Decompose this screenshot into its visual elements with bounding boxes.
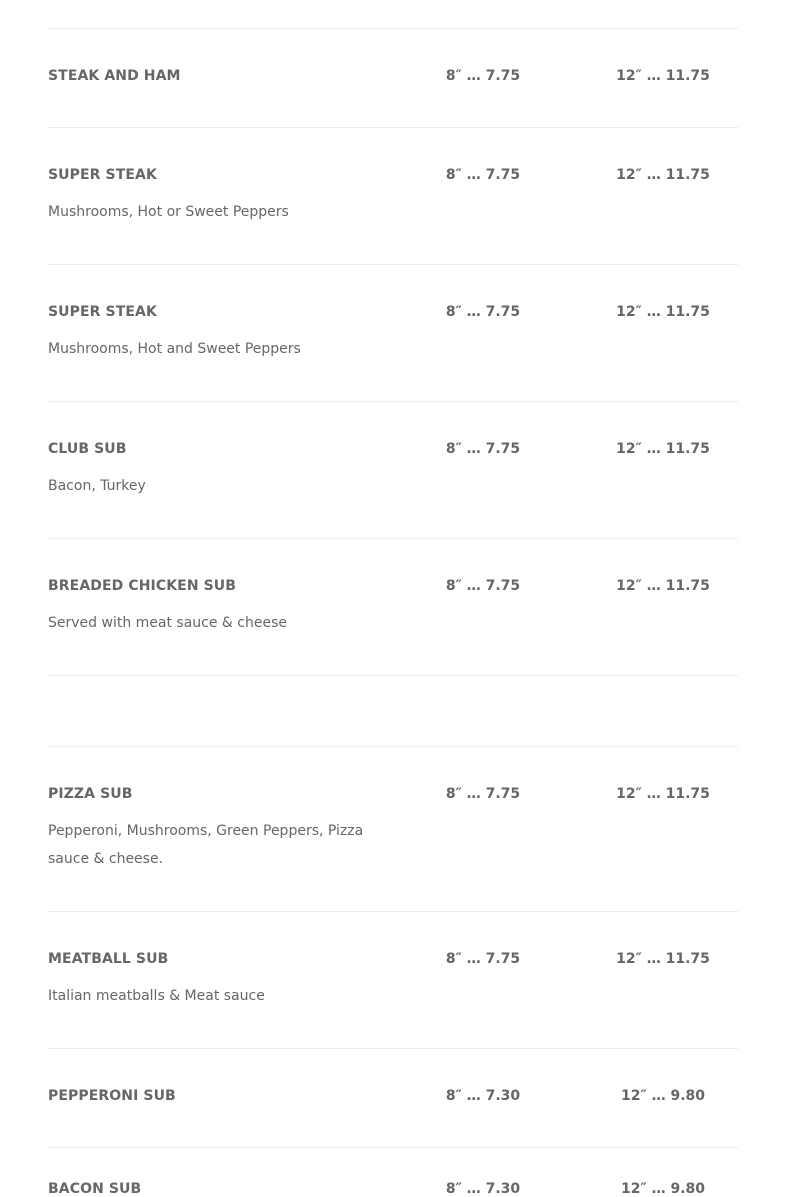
price-8-inch: 8″ … 7.75 bbox=[445, 68, 521, 84]
divider bbox=[48, 28, 738, 29]
price-8-inch: 8″ … 7.75 bbox=[445, 951, 521, 967]
divider bbox=[48, 401, 738, 402]
item-name: BREADED CHICKEN SUB bbox=[48, 578, 237, 594]
item-name: BACON SUB bbox=[48, 1181, 142, 1197]
price-12-inch: 12″ … 11.75 bbox=[616, 578, 710, 594]
item-description: Italian meatballs & Meat sauce bbox=[48, 988, 265, 1004]
price-12-inch: 12″ … 11.75 bbox=[616, 167, 710, 183]
price-12-inch: 12″ … 9.80 bbox=[620, 1088, 706, 1104]
divider bbox=[48, 1048, 738, 1049]
divider bbox=[48, 264, 738, 265]
price-8-inch: 8″ … 7.75 bbox=[445, 304, 521, 320]
item-name: SUPER STEAK bbox=[48, 304, 157, 320]
price-8-inch: 8″ … 7.75 bbox=[445, 441, 521, 457]
item-name: STEAK AND HAM bbox=[48, 68, 181, 84]
price-12-inch: 12″ … 11.75 bbox=[616, 304, 710, 320]
item-description: Served with meat sauce & cheese bbox=[48, 615, 287, 631]
price-8-inch: 8″ … 7.75 bbox=[445, 578, 521, 594]
price-12-inch: 12″ … 11.75 bbox=[616, 441, 710, 457]
divider bbox=[48, 675, 738, 676]
item-description: Mushrooms, Hot or Sweet Peppers bbox=[48, 204, 289, 220]
price-8-inch: 8″ … 7.75 bbox=[445, 786, 521, 802]
item-description: Mushrooms, Hot and Sweet Peppers bbox=[48, 341, 301, 357]
item-description: Pepperoni, Mushrooms, Green Peppers, Pizza sauce & cheese. bbox=[48, 823, 364, 867]
price-12-inch: 12″ … 11.75 bbox=[616, 68, 710, 84]
divider bbox=[48, 911, 738, 912]
divider bbox=[48, 127, 738, 128]
price-12-inch: 12″ … 11.75 bbox=[616, 786, 710, 802]
price-8-inch: 8″ … 7.30 bbox=[445, 1181, 521, 1197]
price-12-inch: 12″ … 11.75 bbox=[616, 951, 710, 967]
item-name: PEPPERONI SUB bbox=[48, 1088, 176, 1104]
item-name: MEATBALL SUB bbox=[48, 951, 169, 967]
price-8-inch: 8″ … 7.75 bbox=[445, 167, 521, 183]
divider bbox=[48, 1147, 738, 1148]
item-name: SUPER STEAK bbox=[48, 167, 157, 183]
item-name: PIZZA SUB bbox=[48, 786, 133, 802]
price-8-inch: 8″ … 7.30 bbox=[445, 1088, 521, 1104]
divider bbox=[48, 746, 738, 747]
item-description: Bacon, Turkey bbox=[48, 478, 146, 494]
divider bbox=[48, 538, 738, 539]
price-12-inch: 12″ … 9.80 bbox=[620, 1181, 706, 1197]
item-name: CLUB SUB bbox=[48, 441, 127, 457]
